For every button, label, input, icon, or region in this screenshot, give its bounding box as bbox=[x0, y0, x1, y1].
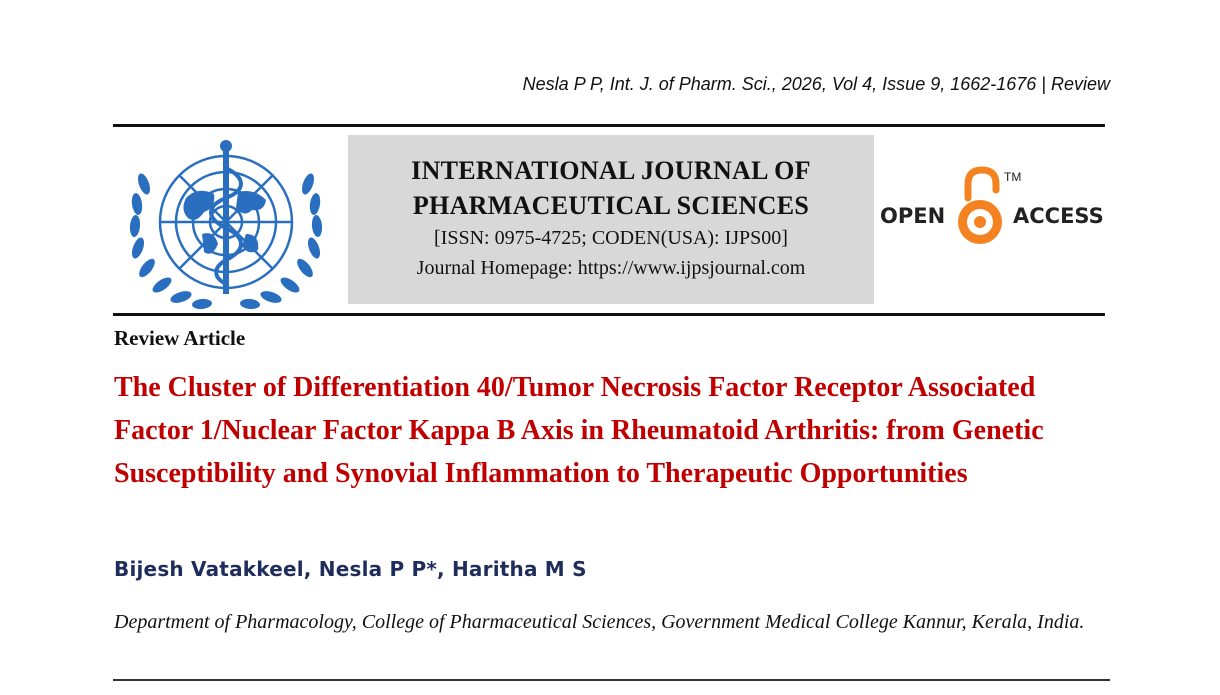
open-access-open-label: OPEN bbox=[880, 204, 946, 228]
section-divider bbox=[113, 679, 1110, 681]
header-rule-top bbox=[113, 124, 1105, 127]
article-title: The Cluster of Differentiation 40/Tumor Necrosis Factor Receptor Associated Factor 1/Nuclear Factor Kappa B Axis in Rheumatoid Arthritis: from Genetic Susceptibility and Synovial Inflammation to Therapeutic Opportunities bbox=[114, 372, 1044, 489]
caduceus-globe-laurel-icon bbox=[126, 138, 326, 310]
header-rule-bottom bbox=[113, 313, 1105, 316]
citation-line: Nesla P P, Int. J. of Pharm. Sci., 2026, Vol 4, Issue 9, 1662-1676 | Review bbox=[522, 74, 1110, 94]
journal-masthead bbox=[348, 135, 874, 304]
article-type: Review Article bbox=[114, 326, 246, 350]
author-affiliation: Department of Pharmacology, College of Pharmaceutical Sciences, Government Medical College Kannur, Kerala, India. bbox=[114, 611, 1085, 633]
journal-title-line-1: INTERNATIONAL JOURNAL OF bbox=[411, 156, 811, 185]
journal-homepage[interactable]: Journal Homepage: https://www.ijpsjournal.com bbox=[416, 257, 806, 279]
journal-issn: [ISSN: 0975-4725; CODEN(USA): IJPS00] bbox=[434, 227, 788, 249]
author-list: Bijesh Vatakkeel, Nesla P P*, Haritha M S bbox=[114, 557, 587, 581]
open-access-trademark: TM bbox=[1004, 170, 1022, 184]
open-access-access-label: ACCESS bbox=[1013, 204, 1104, 228]
open-access-logo bbox=[880, 164, 1112, 254]
journal-title-line-2: PHARMACEUTICAL SCIENCES bbox=[412, 191, 810, 220]
open-padlock-icon bbox=[952, 164, 1008, 250]
